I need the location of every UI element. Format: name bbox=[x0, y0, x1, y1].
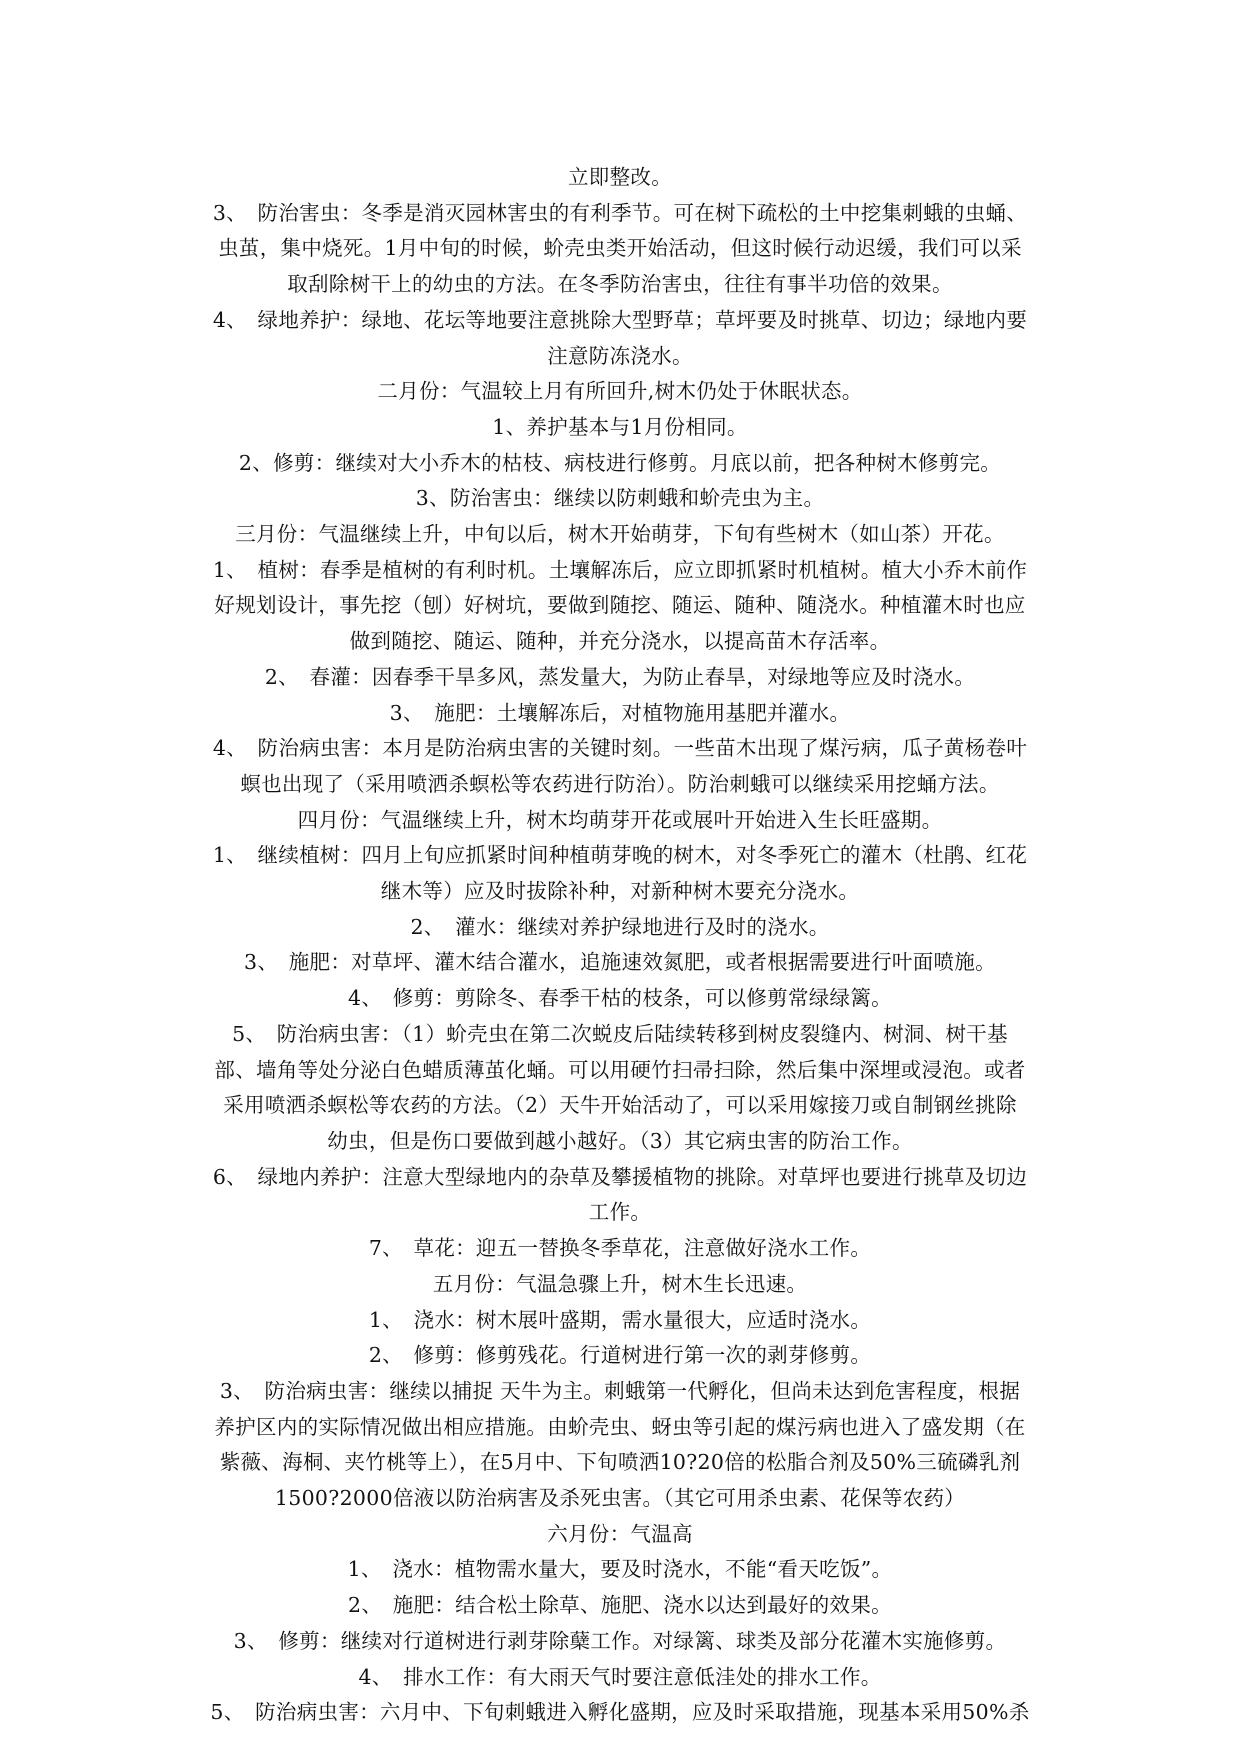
text-line: 2、 修剪：修剪残花。行道树进行第一次的剥芽修剪。 bbox=[368, 1343, 872, 1368]
text-line: 工作。 bbox=[588, 1200, 652, 1225]
month-heading: 五月份：气温急骤上升，树木生长迅速。 bbox=[432, 1271, 808, 1296]
text-line: 注意防冻浇水。 bbox=[547, 343, 693, 368]
text-line: 2、修剪：继续对大小乔木的枯枝、病枝进行修剪。月底以前，把各种树木修剪完。 bbox=[238, 450, 1002, 475]
text-line: 1、 浇水：植物需水量大，要及时浇水，不能“看天吃饭”。 bbox=[347, 1557, 893, 1582]
month-heading: 四月份：气温继续上升，树木均萌芽开花或展叶开始进入生长旺盛期。 bbox=[297, 807, 943, 832]
text-line: 2、 施肥：结合松土除草、施肥、浇水以达到最好的效果。 bbox=[348, 1593, 892, 1618]
text-line: 4、 防治病虫害：本月是防治病虫害的关键时刻。一些苗木出现了煤污病，瓜子黄杨卷叶 bbox=[212, 736, 1028, 761]
text-line: 1500?2000倍液以防治病害及杀死虫害。（其它可用杀虫素、花保等农药） bbox=[274, 1486, 966, 1511]
text-line: 1、养护基本与1月份相同。 bbox=[492, 414, 748, 439]
text-line: 3、 防治病虫害：继续以捕捉 天牛为主。刺蛾第一代孵化，但尚未达到危害程度，根据 bbox=[219, 1378, 1021, 1403]
month-heading: 三月份：气温继续上升，中旬以后，树木开始萌芽，下旬有些树木（如山茶）开花。 bbox=[235, 522, 1005, 547]
text-line: 采用喷洒杀螟松等农药的方法。（2）天牛开始活动了，可以采用嫁接刀或自制钢丝挑除 bbox=[223, 1093, 1017, 1118]
text-line: 4、 排水工作：有大雨天气时要注意低洼处的排水工作。 bbox=[358, 1664, 882, 1689]
text-line: 虫茧，集中烧死。1月中旬的时候，蚧壳虫类开始活动，但这时候行动迟缓，我们可以采 bbox=[218, 236, 1022, 261]
text-line: 1、 继续植树：四月上旬应抓紧时间种植萌芽晚的树木，对冬季死亡的灌木（杜鹃、红花 bbox=[212, 843, 1028, 868]
text-line: 4、 修剪：剪除冬、春季干枯的枝条，可以修剪常绿绿篱。 bbox=[348, 986, 892, 1011]
text-line: 5、 防治病虫害：六月中、下旬刺蛾进入孵化盛期，应及时采取措施，现基本采用50%杀 bbox=[210, 1700, 1030, 1725]
text-line: 好规划设计，事先挖（刨）好树坑，要做到随挖、随运、随种、随浇水。种植灌木时也应 bbox=[214, 593, 1026, 618]
text-line: 幼虫，但是伤口要做到越小越好。（3）其它病虫害的防治工作。 bbox=[327, 1128, 913, 1153]
month-heading: 六月份：气温高 bbox=[547, 1521, 693, 1546]
text-line: 2、 春灌：因春季干旱多风，蒸发量大，为防止春旱，对绿地等应及时浇水。 bbox=[264, 664, 976, 689]
text-line: 3、防治害虫：继续以防刺蛾和蚧壳虫为主。 bbox=[415, 486, 825, 511]
text-line: 螟也出现了（采用喷洒杀螟松等农药进行防治）。防治刺蛾可以继续采用挖蛹方法。 bbox=[240, 771, 1000, 796]
text-line: 5、 防治病虫害：（1）蚧壳虫在第二次蜕皮后陆续转移到树皮裂缝内、树洞、树干基 bbox=[232, 1021, 1008, 1046]
text-line: 部、墙角等处分泌白色蜡质薄茧化蛹。可以用硬竹扫帚扫除，然后集中深埋或浸泡。或者 bbox=[214, 1057, 1026, 1082]
text-line: 1、 植树：春季是植树的有利时机。土壤解冻后，应立即抓紧时机植树。植大小乔木前作 bbox=[212, 557, 1028, 582]
text-line: 3、 修剪：继续对行道树进行剥芽除蘖工作。对绿篱、球类及部分花灌木实施修剪。 bbox=[233, 1628, 1007, 1653]
text-line: 6、 绿地内养护：注意大型绿地内的杂草及攀援植物的挑除。对草坪也要进行挑草及切边 bbox=[212, 1164, 1028, 1189]
text-line: 取刮除树干上的幼虫的方法。在冬季防治害虫，往往有事半功倍的效果。 bbox=[287, 272, 953, 297]
text-line: 3、 施肥：土壤解冻后，对植物施用基肥并灌水。 bbox=[389, 700, 851, 725]
text-line: 3、 施肥：对草坪、灌木结合灌水，追施速效氮肥，或者根据需要进行叶面喷施。 bbox=[244, 950, 996, 975]
text-line: 1、 浇水：树木展叶盛期，需水量很大，应适时浇水。 bbox=[368, 1307, 872, 1332]
text-line: 立即整改。 bbox=[568, 165, 672, 189]
text-line: 继木等）应及时拔除补种，对新种树木要充分浇水。 bbox=[380, 879, 860, 904]
text-line: 2、 灌水：继续对养护绿地进行及时的浇水。 bbox=[410, 914, 830, 939]
text-line: 紫薇、海桐、夹竹桃等上），在5月中、下旬喷洒10?20倍的松脂合剂及50%三硫磷乳剂 bbox=[219, 1450, 1021, 1475]
text-line: 养护区内的实际情况做出相应措施。由蚧壳虫、蚜虫等引起的煤污病也进入了盛发期（在 bbox=[214, 1414, 1026, 1439]
text-line: 3、 防治害虫：冬季是消灭园林害虫的有利季节。可在树下疏松的土中挖集刺蛾的虫蛹、 bbox=[212, 200, 1028, 225]
document-body bbox=[190, 160, 1050, 1731]
text-line: 7、 草花：迎五一替换冬季草花，注意做好浇水工作。 bbox=[368, 1236, 872, 1261]
text-line: 4、 绿地养护：绿地、花坛等地要注意挑除大型野草；草坪要及时挑草、切边；绿地内要 bbox=[212, 307, 1028, 332]
text-line: 做到随挖、随运、随种，并充分浇水，以提高苗木存活率。 bbox=[349, 629, 891, 654]
month-heading: 二月份：气温较上月有所回升,树木仍处于休眠状态。 bbox=[377, 379, 863, 404]
